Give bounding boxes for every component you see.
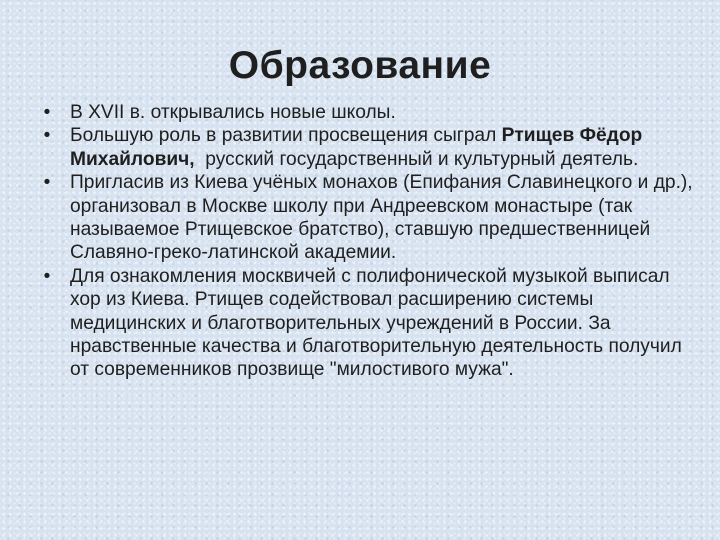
list-item — [40, 171, 704, 265]
list-item — [40, 101, 704, 124]
list-item-text: Большую роль в развитии просвещения сыграл — [70, 125, 502, 147]
list-item-text: Пригласив из Киева учёных монахов (Епифания Славинецкого и др.), организовал в Москве школу при Андреевском монастыре (так называемое Ртищевское братство), ставшую предшественницей Славяно-греко-латинской академии. — [70, 172, 693, 264]
list-item — [40, 124, 704, 171]
bullet-list — [40, 101, 704, 382]
slide-title: Образование — [228, 44, 492, 87]
bullet-icon: • — [43, 265, 51, 287]
list-item-text: В XVII в. открывались новые школы. — [70, 102, 396, 123]
bullet-icon: • — [43, 172, 51, 194]
list-item-text: русский государственный и культурный деятель. — [194, 148, 639, 170]
bullet-icon: • — [43, 125, 51, 147]
list-item — [40, 265, 704, 382]
person-name: Ртищев Фёдор Михайлович, — [70, 125, 643, 170]
bullet-icon: • — [43, 102, 51, 123]
list-item-text: Для ознакомления москвичей с полифонической музыкой выписал хор из Киева. Ртищев содействовал расширению системы медицинских и благотворительных учреждений в России. За нравственные качества и благотворительную деятельность получил от современников прозвище "милостивого мужа". — [70, 265, 682, 381]
